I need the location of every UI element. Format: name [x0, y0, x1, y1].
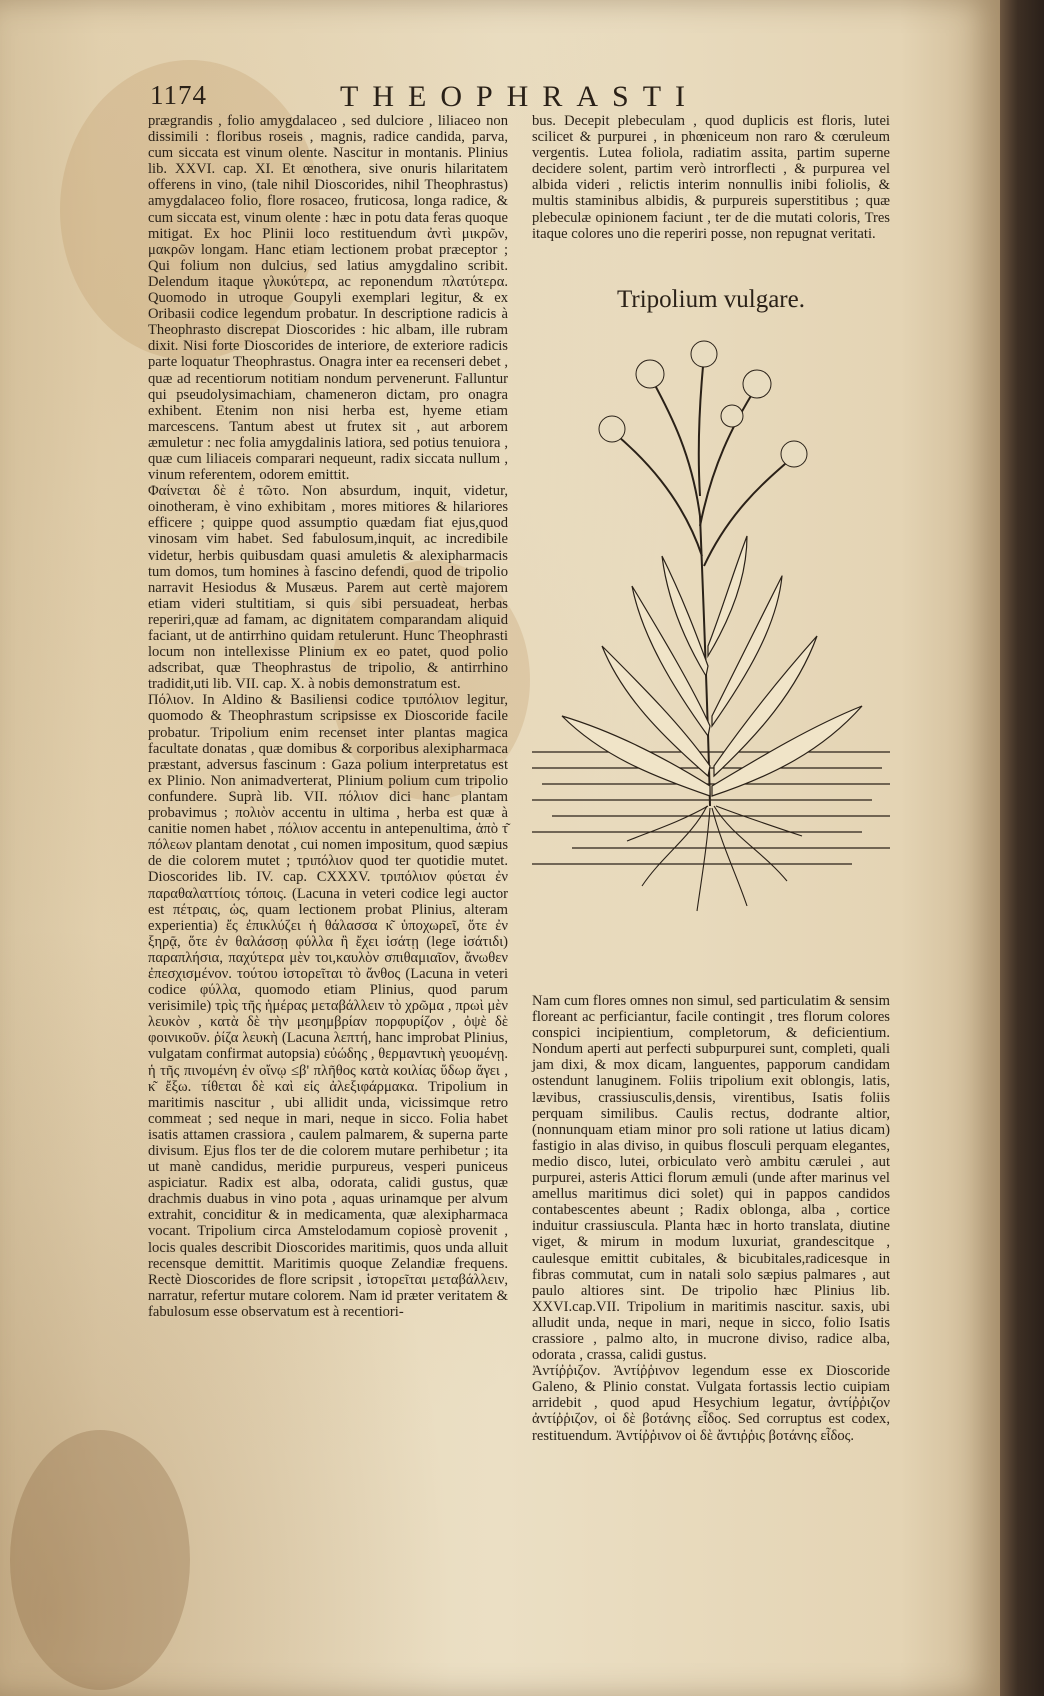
paragraph: Nam cum flores omnes non simul, sed particulatim & sensim floreant ac perficiantur, facile contingit , tres florum colores conspici incipientium, completorum, & deficientium. Nondum aperti aut perfecti subpurpurei sunt, completi, quali jam dixi, & mox dicam, languentes, papporum candidam ostendunt lanuginem. Foliis tripolium exit oblongis, latis, lævibus, crassiusculis,densis, virentibus, Isatis foliis perquam similibus. Caulis rectus, dodrante altior, (nonnunquam etiam minor pro soli ratione ut latius dicam) fastigio in alas diviso, in quibus flosculi perquam elegantes, medio disco, lutei, orbiculato verò ambitu cærulei , aut purpurei, asteris Attici florum æmuli (unde after marinus vel amellus maritimus dici solet) qui in pappos candidos contabescentes abeunt ; Radix oblonga, alba , cortice induitur crassiuscula. Planta hæc in horto translata, diutine viget, & mirum in modum luxuriat, grandescitque , caulesque emittit cubitales, & bicubitales,radicesque in fibras commutat, cum in natali solo sæpius palmares , aut paulo altiores sint. De tripolio hæc Plinius lib. XXVI.cap.VII. Tripolium in maritimis nascitur. saxis, ubi alludit unda, neque in mari, neque in sicco, folio Isatis crassiore , palmo alto, in mucrone diviso, radice alba, odorata , crassa, calidi gustus.: [532, 993, 894, 1364]
right-text-column-top: [532, 113, 894, 242]
right-text-column-bottom: [532, 993, 894, 1444]
foxing-stain: [10, 1430, 190, 1690]
paragraph: Πόλιον. In Aldino & Basiliensi codice τριπόλιον legitur, quomodo & Theophrastum scripsisse ex Dioscoride facile probatur. Tripolium enim recenset inter plantas magica facultate donatas , quæ domibus & corporibus alexipharmaca præstant, adversus fascinum : Gaza polium interpretatus est ex Plinio. Non animadverterat, Plinium polium cum tripolio confundere. Suprà lib. VII. πόλιον dici hanc plantam probavimus ; πολιὸν accentu in ultima , herba est quæ à canitie nomen habet , πόλιον accentu in antepenultima, ἀπὸ τ͂ πόλεων plantam denotat , cui nomen impositum, quod sæpius de die colorem mutet ; τριπόλιον quod ter quotidie mutet. Dioscorides lib. IV. cap. CXXXV. τριπόλιον φύεται ἐν παραθαλαττίοις τόποις. (Lacuna in veteri codice legi auctor est πέτραις, ὡς, quam lectionem probat Plinius, alteram experientia) ἔς ἐπικλύζει ἡ θάλασσα κ͂ ὑποχωρεῖ, ὅτε ἐν ξηρᾷ, ὅτε ἐν θαλάσσῃ φύλλα ἢ ἔχει ἰσάτῃ (lege ἰσάτιδι) παραπλήσια, παχύτερα μὲν τοι,καυλὸν σπιθαμιαῖον, ἄνωθεν ἐπεσχισμένον. τούτου ἱστορεῖται τὸ ἄνθος (Lacuna in veteri codice φύλλα, quomodo etiam Plinius, quod parum verisimile) τρὶς τῆς ἡμέρας μεταβάλλειν τὸ χρῶμα , πρωὶ μὲν λευκὸν , κατὰ δὲ τὴν μεσημβρίαν πορφυρίζον , ὀψὲ δὲ φοινικοῦν. ῥίζα λευκὴ (Lacuna λεπτή, hanc improbat Plinius, vulgatam confirmat autopsia) εὐώδης , θερμαντικὴ γευομένῃ. ἡ τῆς πινομένη ἐν οἴνῳ ≤β' πλῆθος κατὰ κοιλίας ὕδωρ ἄγει , κ͂ ἔξω. τίθεται δὲ καὶ εἰς ἀλεξιφάρμακα. Tripolium in maritimis nascitur , ubi allidit unda, vicissimque retro commeat ; sed neque in mari, neque in sicco. Folia habet isatis attamen crassiora , caulem palmarem, & superna parte divisum. Ejus flos ter de die colorem mutare perhibetur ; ita ut manè candidus, meridie purpureus, vesperi puniceus aspiciatur. Radix est alba, odorata, calidi gustus, quæ drachmis duabus in vino pota , aquas urinamque per alvum extrahit, conciditur & in medicamenta, quæ alexipharmaca vocant. Tripolium circa Amstelodamum copiosè provenit , locis quales describit Dioscorides maritimis, quos unda alluit recensque demittit. Maritimis quoque Zelandiæ frequens. Rectè Dioscorides de flore scripsit , ἱστορεῖται μεταβάλλειν, narratur, refertur mutare colorem. Nam id præter veritatem & fabulosum esse observatum est à recentiori-: [148, 692, 512, 1320]
paragraph: prægrandis , folio amygdalaceo , sed dulciore , liliaceo non dissimili : floribus roseis , magnis, radice candida, parva, cum siccata est vinum olente. Nascitur in montanis. Plinius lib. XXVI. cap. XI. Et œnothera, sive onuris hilaritatem offerens in vino, (tale nihil Dioscorides, nihil Theophrastus) amygdalaceo folio, flore rosaceo, fruticosa, longa radice, & cum siccata est, vinum olente : hæc in potu data feras quoque mitigat. Ex hoc Plinii loco restituendum ἀντὶ μικρῶν, μακρῶν longam. Hanc etiam lectionem probat præceptor ; Qui folium non dulcius, sed latius amygdalino scribit. Delendum itaque γλυκύτερα, ac reponendum πλατύτερα. Quomodo in utroque Goupyli exemplari legitur, & ex Oribasii codice legendum probatur. In descriptione radicis à Theophrasto discrepat Dioscorides : hic albam, ille rubram dixit. Nisi forte Dioscorides de interiore, de exteriore radicis parte loquatur Theophrastus. Onagra inter ea recenseri debet , quæ ad recentiorum notitiam nondum pervenerunt. Falluntur qui pseudolysimachiam, chameneron dictam, pro onagra exhibent. Etenim non nisi herba est, hyeme etiam marcescens. Tantum abest ut frutex sit , aut arborem æmuletur : nec folia amygdalinis latiora, sed potius tenuiora , quæ cum liliaceis comparari nequeunt, radix siccata nullum , vinum referentem, odorem emittit.: [148, 113, 512, 484]
plant-woodcut-illustration: [532, 336, 890, 972]
ground-lines: [532, 752, 890, 864]
roots: [627, 806, 802, 911]
page-number: 1174: [150, 80, 207, 110]
book-gutter: [1000, 0, 1044, 1696]
running-head: THEOPHRASTI: [340, 80, 700, 113]
paragraph: Φαίνεται δὲ ἐ τῶτο. Non absurdum, inquit, videtur, oinotheram, è vino exhibitam , mores mitiores & hilariores efficere ; quippe quod assumptio quædam fiat ejus,quod vinosam vim habet. Sed fabulosum,inquit, ac incredibile videtur, herbis quibusdam quasi amuletis & alexipharmacis tum domos, tum homines à fascino defendi, quod de tripolio narravit Hesiodus & Musæus. Parem aut certè majorem etiam videri stultitiam, si quis sibi persuadeat, herbas reperiri,quæ ad famam, ac dignitatem comparandam aliquid faciant, ut de antirrhino quidam retulerunt. Hunc Theophrasti locum non intellexisse Plinium ex eo patet, quod polio adscribat, quæ Theophrastus de tripolio, & antirrhino tradidit,uti lib. VII. cap. X. à nobis demonstratum est.: [148, 483, 512, 693]
left-text-column: [148, 113, 512, 1320]
page-header: [150, 80, 890, 114]
paragraph: Ἀντίῤῥιζον. Ἀντίῤῥινον legendum esse ex Dioscoride Galeno, & Plinio constat. Vulgata fortassis lectio cuipiam arridebit , quod apud Hesychium legatur, ἀντίῤῥιζον ἀντίῤῥιζον, οἱ δὲ βοτάνης εἶδος. Sed corruptus est codex, restituendum. Ἀντίῤῥινον οἱ δὲ ἄντιῤῥις βοτάνης εἶδος.: [532, 1363, 894, 1444]
stems: [612, 356, 794, 806]
figure-title: Tripolium vulgare.: [617, 286, 805, 313]
paragraph: bus. Decepit plebeculam , quod duplicis est floris, lutei scilicet & purpurei , in phœniceum non raro & cœruleum vergentis. Lutea foliola, radiatim assita, partim superne decidere solent, partim verò introrflecti , & purpurea vel albida videri , relictis interim nonnullis inibi foliolis, & multis staminibus albidis, & purpureis superstitibus ; quæ plebeculæ opinionem faciunt , ter de die mutati coloris, Tres itaque colores uno die reperiri posse, non repugnat veritati.: [532, 113, 894, 242]
leaves: [562, 536, 862, 796]
